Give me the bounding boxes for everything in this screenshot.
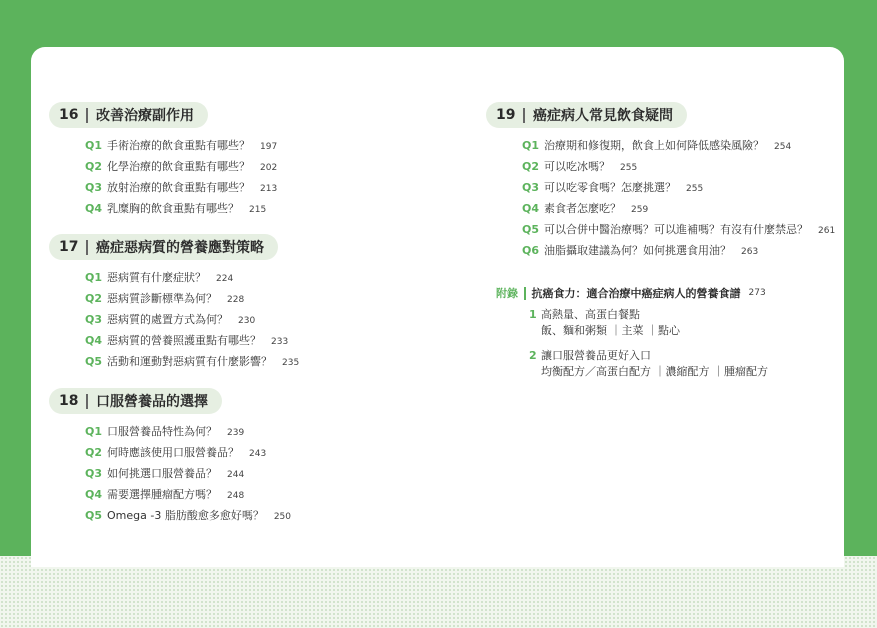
page-number: 197 (260, 142, 278, 152)
page-number: 254 (774, 142, 792, 152)
appendix-item-number: 2 (529, 349, 537, 362)
entry-text: 活動和運動對惡病質有什麼影響？ (107, 355, 272, 368)
toc-entry[interactable] (85, 465, 244, 481)
toc-entry[interactable] (522, 137, 791, 153)
appendix-item-subtitle: 飯、麵和粥類 ｜主菜 ｜點心 (541, 324, 680, 337)
page-number: 230 (238, 316, 256, 326)
question-number: Q4 (85, 488, 103, 501)
page-number: 215 (249, 205, 267, 215)
divider (524, 287, 526, 300)
question-number: Q4 (85, 334, 103, 347)
section-number: 16 (59, 107, 79, 123)
entry-text: Omega -3 脂肪酸愈多愈好嗎？ (107, 509, 264, 522)
section-number: 17 (59, 239, 79, 255)
entry-text: 放射治療的飲食重點有哪些？ (107, 181, 250, 194)
appendix-heading[interactable] (496, 285, 766, 301)
toc-entry[interactable] (85, 137, 277, 153)
question-number: Q2 (522, 160, 540, 173)
page-number: 255 (686, 184, 704, 194)
entry-text: 口服營養品特性為何？ (107, 425, 217, 438)
entry-text: 惡病質有什麼症狀？ (107, 271, 206, 284)
question-number: Q3 (522, 181, 540, 194)
question-number: Q5 (522, 223, 540, 236)
section-title: 口服營養品的選擇 (95, 394, 208, 410)
entry-text: 惡病質的營養照護重點有哪些？ (107, 334, 261, 347)
toc-entry[interactable] (85, 423, 244, 439)
question-number: Q3 (85, 181, 103, 194)
section-16-header (49, 102, 208, 128)
toc-entry[interactable] (85, 311, 255, 327)
page-number: 248 (227, 491, 245, 501)
section-title: 癌症病人常見飲食疑問 (532, 108, 673, 124)
page-number: 233 (271, 337, 289, 347)
entry-text: 惡病質診斷標準為何？ (107, 292, 217, 305)
question-number: Q4 (85, 202, 103, 215)
toc-entry[interactable] (85, 200, 266, 216)
section-number: 19 (496, 107, 516, 123)
appendix-item-subtitle: 均衡配方／高蛋白配方 ｜濃縮配方 ｜腫瘤配方 (541, 365, 768, 378)
toc-entry[interactable] (85, 507, 291, 523)
toc-entry[interactable] (85, 179, 277, 195)
entry-text: 可以吃零食嗎？怎麼挑選？ (544, 181, 676, 194)
toc-entry[interactable] (85, 353, 299, 369)
appendix-item[interactable] (529, 306, 640, 322)
question-number: Q3 (85, 467, 103, 480)
entry-text: 需要選擇腫瘤配方嗎？ (107, 488, 217, 501)
question-number: Q2 (85, 160, 103, 173)
entry-text: 可以合併中醫治療嗎？可以進補嗎？有沒有什麼禁忌？ (544, 223, 808, 236)
appendix-tag: 附錄 (496, 287, 518, 300)
page-number: 261 (818, 226, 836, 236)
page-number: 213 (260, 184, 278, 194)
page-number: 228 (227, 295, 245, 305)
question-number: Q2 (85, 292, 103, 305)
question-number: Q6 (522, 244, 540, 257)
toc-entry[interactable] (85, 158, 277, 174)
section-number: 18 (59, 393, 79, 409)
entry-text: 如何挑選口服營養品？ (107, 467, 217, 480)
toc-entry[interactable] (522, 179, 703, 195)
toc-entry[interactable] (85, 444, 266, 460)
divider (86, 240, 88, 255)
entry-text: 乳糜胸的飲食重點有哪些？ (107, 202, 239, 215)
question-number: Q2 (85, 446, 103, 459)
question-number: Q4 (522, 202, 540, 215)
entry-text: 油脂攝取建議為何？如何挑選食用油？ (544, 244, 731, 257)
appendix-item-title: 高熱量、高蛋白餐點 (541, 308, 640, 321)
question-number: Q5 (85, 509, 103, 522)
appendix-title: 抗癌食力：適合治療中癌症病人的營養食譜 (531, 287, 741, 300)
page-number: 243 (249, 449, 267, 459)
toc-entry[interactable] (85, 290, 244, 306)
toc-entry[interactable] (522, 200, 648, 216)
section-18-header (49, 388, 222, 414)
question-number: Q1 (85, 139, 103, 152)
section-title: 改善治療副作用 (95, 108, 194, 124)
entry-text: 手術治療的飲食重點有哪些？ (107, 139, 250, 152)
page-number: 263 (741, 247, 759, 257)
page-number: 235 (282, 358, 300, 368)
divider (86, 394, 88, 409)
page-number: 273 (748, 288, 766, 298)
entry-text: 治療期和修復期，飲食上如何降低感染風險？ (544, 139, 764, 152)
entry-text: 可以吃冰嗎？ (544, 160, 610, 173)
toc-entry[interactable] (522, 221, 835, 237)
section-17-header (49, 234, 278, 260)
entry-text: 惡病質的處置方式為何？ (107, 313, 228, 326)
section-19-header (486, 102, 687, 128)
toc-entry[interactable] (522, 242, 758, 258)
toc-entry[interactable] (85, 486, 244, 502)
toc-entry[interactable] (85, 332, 288, 348)
question-number: Q5 (85, 355, 103, 368)
entry-text: 素食者怎麼吃？ (544, 202, 621, 215)
toc-entry[interactable] (85, 269, 233, 285)
divider (86, 108, 88, 123)
entry-text: 何時應該使用口服營養品？ (107, 446, 239, 459)
page-number: 255 (620, 163, 638, 173)
question-number: Q1 (85, 425, 103, 438)
page-number: 259 (631, 205, 649, 215)
divider (523, 108, 525, 123)
toc-entry[interactable] (522, 158, 637, 174)
page-number: 202 (260, 163, 278, 173)
page-number: 250 (273, 512, 292, 522)
appendix-item[interactable] (529, 347, 651, 363)
appendix-item-number: 1 (529, 308, 537, 321)
question-number: Q1 (85, 271, 103, 284)
entry-text: 化學治療的飲食重點有哪些？ (107, 160, 250, 173)
page-number: 244 (227, 470, 245, 480)
page-number: 239 (227, 428, 245, 438)
toc-page (31, 47, 844, 567)
question-number: Q3 (85, 313, 103, 326)
page-number: 224 (216, 274, 234, 284)
appendix-item-title: 讓口服營養品更好入口 (541, 349, 651, 362)
section-title: 癌症惡病質的營養應對策略 (95, 240, 264, 256)
question-number: Q1 (522, 139, 540, 152)
